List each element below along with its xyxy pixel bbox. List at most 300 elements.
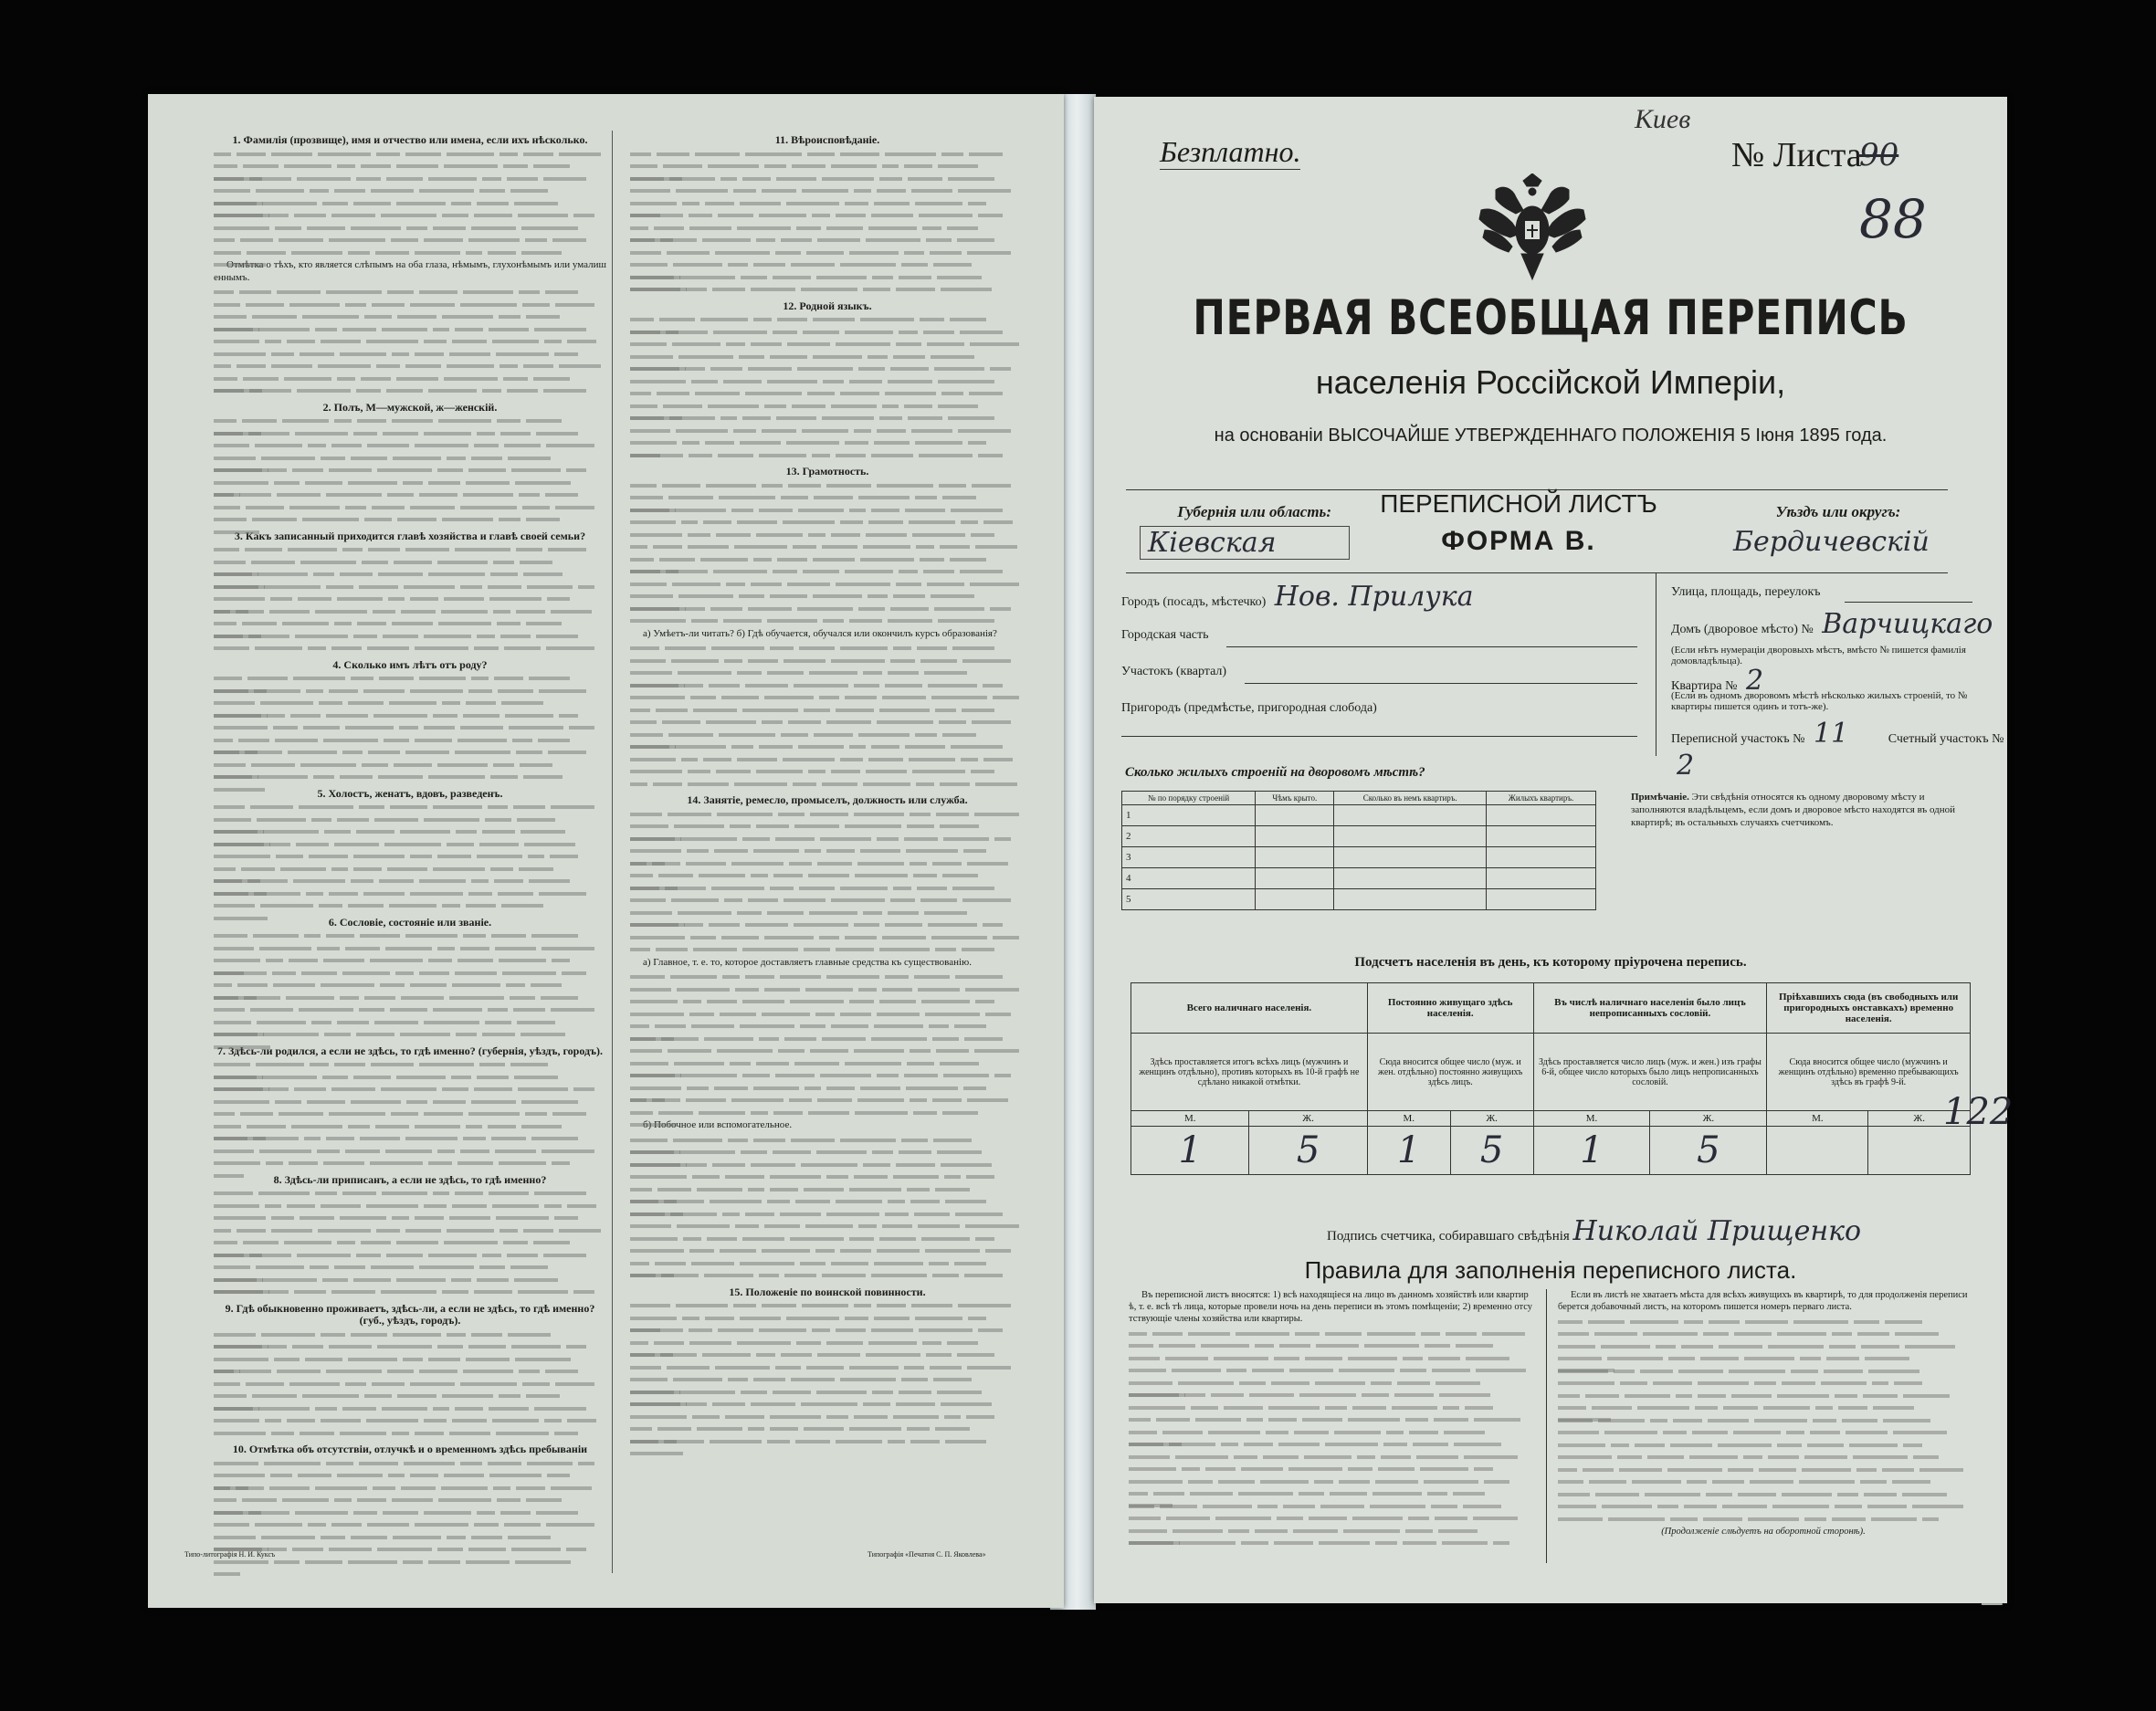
printed-text-line <box>214 1379 606 1391</box>
printed-text-line <box>214 864 606 876</box>
building-empty-cell <box>1256 847 1334 868</box>
printed-text-line <box>1129 1538 1535 1550</box>
printed-text-line <box>214 557 606 570</box>
printed-text-line <box>630 1083 1025 1096</box>
counter-value: Николай Прищенко <box>1572 1215 1862 1247</box>
printed-text-line <box>1558 1464 1969 1476</box>
population-header-cell: Всего наличнаго населенія. <box>1131 983 1368 1034</box>
printed-text-line <box>630 492 1025 505</box>
printed-text-line <box>630 1021 1025 1034</box>
counter-signature <box>1327 1215 1861 1247</box>
printed-text-line <box>1129 1377 1535 1390</box>
building-empty-cell <box>1487 805 1596 826</box>
population-header-cell: Въ числѣ наличнаго населенія было лицъ непрописанныхъ сословій. <box>1533 983 1767 1034</box>
printed-text-line <box>1558 1402 1969 1415</box>
building-row-number: 4 <box>1122 868 1256 889</box>
printed-text-line <box>214 888 606 901</box>
printed-text-line <box>630 1171 1025 1184</box>
printed-text-line <box>214 1250 606 1263</box>
printed-text-line <box>630 554 1025 567</box>
buildings-header-cell: Сколько въ немъ квартиръ. <box>1334 792 1487 805</box>
uezd-value: Бердичевскій <box>1733 526 1930 558</box>
printed-text-line <box>214 1188 606 1201</box>
printed-text-line <box>630 1423 1025 1436</box>
printed-text-line <box>214 311 606 324</box>
printed-text-line <box>630 437 1025 450</box>
printed-text-line <box>214 324 606 337</box>
population-description-cell: Сюда вносится общее число (мужчинъ и женщинъ отдѣльно) временно пребывающихъ здѣсь въ графѣ 9-й. <box>1767 1034 1971 1111</box>
buildings-header-cell: Жилыхъ квартиръ. <box>1487 792 1596 805</box>
section-heading: 11. Вѣроисповѣданіе. <box>774 133 880 146</box>
printed-text-line <box>1558 1316 1969 1328</box>
sex-label-cell: М. <box>1367 1111 1450 1127</box>
population-count-cell <box>1767 1127 1868 1175</box>
printed-text-line <box>214 1341 606 1354</box>
printed-text-line <box>630 944 1025 957</box>
printed-text-line <box>214 336 606 349</box>
printed-text-line <box>1129 1451 1535 1464</box>
buildings-note <box>1631 791 1964 829</box>
form-title: ПЕРЕПИСНОЙ ЛИСТЪ <box>1380 489 1657 518</box>
printed-text-line <box>214 1212 606 1225</box>
printed-text-line <box>214 955 606 968</box>
printed-text-line <box>630 870 1025 883</box>
printed-text-line <box>214 1237 606 1250</box>
printed-text-line <box>630 821 1025 834</box>
census-district-field <box>1671 718 2007 782</box>
printed-text-line <box>214 1275 606 1287</box>
printed-text-line <box>1558 1414 1969 1427</box>
printed-text-line <box>1558 1340 1969 1353</box>
house-label: Домъ (дворовое мѣсто) № <box>1671 623 1814 636</box>
printed-text-line <box>630 1349 1025 1362</box>
printed-text-line <box>630 1338 1025 1350</box>
printed-text-line <box>630 1107 1025 1120</box>
printed-text-line <box>214 428 606 441</box>
building-empty-cell <box>1334 805 1487 826</box>
printed-text-line <box>214 1519 606 1532</box>
printed-text-line <box>214 1029 606 1042</box>
printed-text-line <box>630 1196 1025 1209</box>
printed-text-line <box>1558 1353 1969 1366</box>
printed-text-line <box>630 1325 1025 1338</box>
rules-right-text: Если въ листѣ не хватаетъ мѣста для всѣхъ живущихъ въ квартирѣ, то для продолженія переписи берется добавочный листъ, на которомъ пишется номеръ перваго листа. <box>1558 1290 1968 1312</box>
printed-text-line <box>1558 1501 1969 1514</box>
printed-text-line <box>214 478 606 490</box>
apartment-value: 2 <box>1745 665 1764 697</box>
building-empty-cell <box>1256 826 1334 847</box>
census-subtitle: населенія Россійской Имперіи, <box>1315 363 1786 401</box>
population-description-cell: Здѣсь проставляется число лицъ (муж. и жен.) изъ графы 6-й, общее число которыхъ было лицъ непрописанныхъ сословій. <box>1533 1034 1767 1111</box>
printed-text-line <box>214 735 606 748</box>
printed-text-line <box>214 1403 606 1416</box>
printed-text-line <box>630 717 1025 730</box>
printed-text-line <box>630 845 1025 858</box>
printed-text-line <box>630 284 1025 297</box>
printed-text-line <box>630 247 1025 260</box>
printed-text-line <box>214 1262 606 1275</box>
section-note: Отмѣтка о тѣхъ, кто является слѣпымъ на оба глаза, нѣмымъ, глухонѣмымъ или умалишеннымъ. <box>214 259 606 283</box>
city-part-label: Городская часть <box>1121 628 1209 642</box>
population-count-cell: 5 <box>1650 1127 1767 1175</box>
column-divider <box>612 131 613 1573</box>
printed-text-line <box>214 968 606 981</box>
printed-text-line <box>214 1415 606 1428</box>
printed-text-line <box>214 1470 606 1483</box>
printed-text-line <box>1129 1414 1535 1427</box>
printed-text-line <box>630 173 1025 186</box>
section-note: б) Побочное или вспомогательное. <box>643 1119 793 1130</box>
building-row-number: 3 <box>1122 847 1256 868</box>
district-line <box>1245 683 1637 684</box>
population-count-cell: 1 <box>1131 1127 1249 1175</box>
printed-text-line <box>630 480 1025 493</box>
printed-text-line <box>630 1147 1025 1160</box>
printed-text-line <box>630 1095 1025 1107</box>
building-row-number: 1 <box>1122 805 1256 826</box>
printed-text-line <box>630 223 1025 236</box>
printed-text-line <box>630 198 1025 211</box>
printed-text-line <box>630 754 1025 767</box>
sex-label-cell: М. <box>1767 1111 1868 1127</box>
census-legal-basis: на основаніи ВЫСОЧАЙШЕ УТВЕРЖДЕННАГО ПОЛОЖЕНІЯ 5 Іюня 1895 года. <box>1214 425 1888 446</box>
rules-left-column <box>1129 1289 1535 1549</box>
printed-text-line <box>630 161 1025 173</box>
printed-text-line <box>630 425 1025 438</box>
section-heading: 8. Здѣсь-ли приписанъ, а если не здѣсь, то гдѣ именно? <box>273 1172 547 1186</box>
counting-district-value: 2 <box>1677 750 1695 782</box>
printed-text-line <box>214 210 606 223</box>
building-empty-cell <box>1256 868 1334 889</box>
printed-text-line <box>630 541 1025 554</box>
printed-text-line <box>214 900 606 913</box>
printed-text-line <box>214 1286 606 1299</box>
printed-text-line <box>630 235 1025 247</box>
printed-text-line <box>630 1399 1025 1412</box>
printed-text-line <box>1558 1328 1969 1341</box>
sex-label-cell: М. <box>1533 1111 1650 1127</box>
section-note: а) Умѣетъ-ли читать? б) Гдѣ обучается, обучался или окончилъ курсъ образованія? <box>643 627 997 639</box>
printed-text-line <box>214 943 606 956</box>
printed-text-line <box>214 198 606 211</box>
printed-text-line <box>630 680 1025 693</box>
printed-text-line <box>630 1034 1025 1046</box>
free-label: Безплатно. <box>1160 135 1301 168</box>
printed-text-line <box>630 919 1025 932</box>
printed-text-line <box>1129 1328 1535 1340</box>
rules-right-column <box>1558 1289 1969 1538</box>
printed-text-line <box>214 287 606 299</box>
printed-text-line <box>214 1354 606 1367</box>
printed-text-line <box>630 1184 1025 1197</box>
printed-text-line <box>630 591 1025 604</box>
double-headed-eagle-emblem <box>1476 173 1589 283</box>
counting-district-label: Счетный участокъ № <box>1888 732 2004 746</box>
printed-text-line <box>630 185 1025 198</box>
printed-text-line <box>630 692 1025 705</box>
printed-text-line <box>214 173 606 186</box>
printed-text-line <box>1129 1390 1535 1402</box>
printed-text-line <box>630 1070 1025 1083</box>
building-empty-cell <box>1256 805 1334 826</box>
section-heading: 5. Холостъ, женатъ, вдовъ, разведенъ. <box>317 786 503 800</box>
printed-text-line <box>1558 1452 1969 1464</box>
building-empty-cell <box>1487 889 1596 910</box>
rules-left-text: Въ переписной листъ вносятся: 1) всѣ находящіеся на лицо въ данномъ хозяйствѣ или квартирѣ, т. е. всѣ тѣ лица, которые провели ночь на день переписи въ этомъ помѣщеніи; 2) временно отсутствующіе члены хозяйства или квартиры. <box>1129 1290 1532 1324</box>
printed-text-line <box>630 779 1025 792</box>
printed-text-line <box>214 1017 606 1030</box>
printed-text-line <box>630 259 1025 272</box>
printed-text-line <box>214 569 606 582</box>
printed-text-line <box>630 314 1025 327</box>
printed-text-line <box>1558 1365 1969 1378</box>
population-description-cell: Здѣсь проставляется итогъ всѣхъ лицъ (мужчинъ и женщинъ отдѣльно), противъ которыхъ въ 10-й графѣ не сдѣлано никакой отмѣтки. <box>1131 1034 1368 1111</box>
printed-text-line <box>630 730 1025 742</box>
population-count-cell: 5 <box>1450 1127 1533 1175</box>
population-header-cell: Постоянно живущаго здѣсь населенія. <box>1367 983 1533 1034</box>
printed-text-line <box>214 876 606 888</box>
rules-title: Правила для заполненія переписного листа. <box>1304 1256 1797 1284</box>
sheet-number-label: № Листа <box>1731 136 1862 174</box>
printed-text-line <box>630 741 1025 754</box>
house-field <box>1671 608 1993 640</box>
printed-text-line <box>630 327 1025 340</box>
buildings-header-cell: Чѣмъ крыто. <box>1256 792 1334 805</box>
printed-text-line <box>630 1362 1025 1375</box>
printed-text-line <box>630 1374 1025 1387</box>
printed-text-line <box>630 450 1025 463</box>
section-heading: 13. Грамотность. <box>785 465 869 478</box>
printed-text-line <box>214 593 606 606</box>
city-part-line <box>1226 646 1637 647</box>
printed-text-line <box>1129 1426 1535 1439</box>
printed-text-line <box>214 544 606 557</box>
left-column-b <box>630 131 1025 1448</box>
guberniya-value: Кіевская <box>1140 526 1350 560</box>
printed-text-line <box>630 210 1025 223</box>
section-heading: 10. Отмѣтка объ отсутствіи, отлучкѣ и о временномъ здѣсь пребываніи <box>232 1443 588 1455</box>
note-text: Эти свѣдѣнія относятся къ одному дворовому мѣсту и заполняются владѣльцемъ, если домъ и дворовое мѣсто находятся въ одной квартирѣ; въ остальныхъ случаяхъ счетчикомъ. <box>1631 792 1956 828</box>
printed-text-line <box>1558 1476 1969 1489</box>
printed-text-line <box>214 1121 606 1134</box>
printed-text-line <box>630 1412 1025 1424</box>
left-column-a <box>214 131 606 1569</box>
printed-text-line <box>214 1428 606 1441</box>
printed-text-line <box>214 299 606 312</box>
printed-text-line <box>1129 1439 1535 1452</box>
population-count-cell: 1 <box>1533 1127 1650 1175</box>
printed-text-line <box>214 161 606 173</box>
apartment-label: Квартира № <box>1671 679 1738 693</box>
printed-text-line <box>214 1158 606 1170</box>
printed-text-line <box>214 772 606 784</box>
printed-text-line <box>214 453 606 466</box>
building-empty-cell <box>1334 847 1487 868</box>
apartment-note: (Если въ одномъ дворовомъ мѣстѣ нѣсколько жилыхъ строеній, то № квартиры пишется одинъ и тотъ-же). <box>1671 690 1968 712</box>
printed-text-line <box>630 272 1025 285</box>
printed-text-line <box>630 1221 1025 1233</box>
printed-text-line <box>214 930 606 943</box>
census-district-label: Переписной участокъ № <box>1671 732 1805 746</box>
printed-text-line <box>214 582 606 594</box>
printed-text-line <box>630 376 1025 389</box>
printed-text-line <box>1558 1439 1969 1452</box>
printed-text-line <box>630 566 1025 579</box>
population-table <box>1131 982 1971 1175</box>
printed-text-line <box>214 980 606 992</box>
top-scribble: Киев <box>1635 104 1691 134</box>
suburb-label: Пригородъ (предмѣстье, пригородная слобода) <box>1121 701 1377 715</box>
left-footer-imprint: Типо-литографія Н. И. Куксъ <box>184 1550 276 1559</box>
building-row-number: 5 <box>1122 889 1256 910</box>
printed-text-line <box>630 579 1025 592</box>
printed-text-line <box>214 373 606 386</box>
printed-text-line <box>630 932 1025 945</box>
printed-text-line <box>1129 1352 1535 1365</box>
printed-text-line <box>1129 1464 1535 1476</box>
printed-text-line <box>214 839 606 852</box>
printed-text-line <box>214 1201 606 1213</box>
counter-label: Подпись счетчика, собиравшаго свѣдѣнія <box>1327 1229 1570 1244</box>
printed-text-line <box>630 1135 1025 1148</box>
printed-text-line <box>630 413 1025 425</box>
suburb-line <box>1121 736 1637 737</box>
rules-divider <box>1546 1289 1547 1563</box>
printed-text-line <box>214 1329 606 1342</box>
section-heading: 9. Гдѣ обыкновенно проживаетъ, здѣсь-ли, а если не здѣсь, то гдѣ именно? (губ., уѣздъ, городъ). <box>225 1301 595 1327</box>
printed-text-line <box>214 1072 606 1085</box>
printed-text-line <box>214 814 606 827</box>
population-count-title: Подсчетъ населенія въ день, къ которому пріурочена перепись. <box>1354 955 1747 970</box>
printed-text-line <box>630 615 1025 628</box>
city-label: Городъ (посадъ, мѣстечко) <box>1121 595 1267 609</box>
printed-text-line <box>214 992 606 1005</box>
printed-text-line <box>630 505 1025 518</box>
printed-text-line <box>214 247 606 260</box>
sheet-number-struck: 90 <box>1859 137 1899 173</box>
printed-text-line <box>214 1004 606 1017</box>
district-label: Участокъ (квартал) <box>1121 665 1227 678</box>
house-note: (Если нѣтъ нумерацiи дворовыхъ мѣстъ, вмѣсто № пишется фамилія домовладѣльца). <box>1671 645 1966 667</box>
buildings-header-cell: № по порядку строеній <box>1122 792 1256 805</box>
printed-text-line <box>630 766 1025 779</box>
sex-label-cell: М. <box>1131 1111 1249 1127</box>
printed-text-line <box>630 1313 1025 1326</box>
printed-text-line <box>214 1532 606 1545</box>
printed-text-line <box>214 673 606 686</box>
printed-text-line <box>630 1009 1025 1022</box>
printed-text-line <box>214 235 606 247</box>
printed-text-line <box>214 1225 606 1238</box>
printed-text-line <box>630 1160 1025 1172</box>
printed-text-line <box>1129 1525 1535 1538</box>
printed-text-line <box>214 223 606 236</box>
population-count-cell: 5 <box>1249 1127 1367 1175</box>
printed-text-line <box>214 1507 606 1520</box>
section-heading: 6. Сословіе, состояніе или званіе. <box>328 915 492 929</box>
section-heading: 4. Сколько имъ лѣтъ отъ роду? <box>332 657 488 671</box>
printed-text-line <box>1558 1513 1969 1526</box>
printed-text-line <box>1558 1427 1969 1440</box>
printed-text-line <box>630 705 1025 718</box>
printed-text-line <box>214 747 606 760</box>
printed-text-line <box>1129 1488 1535 1501</box>
population-header-cell: Пріѣхавшихъ сюда (въ свободныхъ или пригородныхъ онставкахъ) временно населенія. <box>1767 983 1971 1034</box>
printed-text-line <box>214 631 606 644</box>
printed-text-line <box>630 363 1025 376</box>
street-line <box>1845 602 1972 603</box>
section-note: а) Главное, т. е. то, которое доставляетъ главные средства къ существованію. <box>643 956 973 968</box>
printed-text-line <box>214 1133 606 1146</box>
printed-text-line <box>630 1233 1025 1246</box>
printed-text-line <box>214 149 606 162</box>
printed-text-line <box>214 606 606 619</box>
printed-text-line <box>214 1108 606 1121</box>
printed-text-line <box>630 971 1025 984</box>
printed-text-line <box>214 851 606 864</box>
population-count-cell: 1 <box>1367 1127 1450 1175</box>
printed-text-line <box>630 1436 1025 1449</box>
building-row-number: 2 <box>1122 826 1256 847</box>
section-heading: 2. Полъ, М—мужской, ж—женскій. <box>322 400 498 414</box>
printed-text-line <box>214 1391 606 1403</box>
printed-text-line <box>630 1245 1025 1258</box>
printed-text-line <box>214 618 606 631</box>
printed-text-line <box>1129 1401 1535 1414</box>
printed-text-line <box>214 1084 606 1097</box>
printed-text-line <box>214 1495 606 1507</box>
street-label: Улица, площадь, переулокъ <box>1671 585 1821 599</box>
printed-text-line <box>214 1059 606 1072</box>
section-heading: 1. Фамилія (прозвище), имя и отчество или имена, если ихъ нѣсколько. <box>232 133 588 146</box>
printed-text-line <box>1129 1513 1535 1526</box>
building-empty-cell <box>1487 868 1596 889</box>
printed-text-line <box>214 361 606 373</box>
right-page <box>1094 97 2007 1603</box>
section-heading: 3. Какъ записанный приходится главѣ хозяйства и главѣ своей семьи? <box>234 529 586 542</box>
section-heading: 7. Здѣсь-ли родился, а если не здѣсь, то гдѣ именно? (губернія, уѣздъ, городъ). <box>216 1044 604 1057</box>
printed-text-line <box>630 388 1025 401</box>
printed-text-line <box>630 1387 1025 1400</box>
printed-text-line <box>1558 1378 1969 1391</box>
printed-text-line <box>214 826 606 839</box>
sex-label-cell: Ж. <box>1650 1111 1767 1127</box>
building-empty-cell <box>1487 847 1596 868</box>
house-value: Варчицкаго <box>1822 608 1993 640</box>
rules-footer: (Продолженіе слѣдуетъ на оборотной сторонѣ). <box>1661 1526 1866 1537</box>
building-empty-cell <box>1334 826 1487 847</box>
printed-text-line <box>630 149 1025 162</box>
sheet-number-handwritten: 88 <box>1859 188 1927 250</box>
printed-text-line <box>630 883 1025 896</box>
buildings-question: Сколько жилыхъ строеній на дворовомъ мѣстѣ? <box>1125 765 1425 780</box>
city-value: Нов. Прилука <box>1274 581 1474 613</box>
printed-text-line <box>214 1366 606 1379</box>
printed-text-line <box>214 686 606 698</box>
printed-text-line <box>630 656 1025 668</box>
printed-text-line <box>630 352 1025 364</box>
buildings-table <box>1121 791 1596 910</box>
printed-text-line <box>1129 1340 1535 1353</box>
sex-label-cell: Ж. <box>1450 1111 1533 1127</box>
printed-text-line <box>630 1270 1025 1283</box>
sex-label-cell: Ж. <box>1249 1111 1367 1127</box>
left-page <box>148 94 1064 1608</box>
printed-text-line <box>214 385 606 398</box>
right-footer-imprint: Типографія «Печатня С. П. Яковлева» <box>868 1550 986 1559</box>
printed-text-line <box>214 415 606 428</box>
printed-text-line <box>630 339 1025 352</box>
